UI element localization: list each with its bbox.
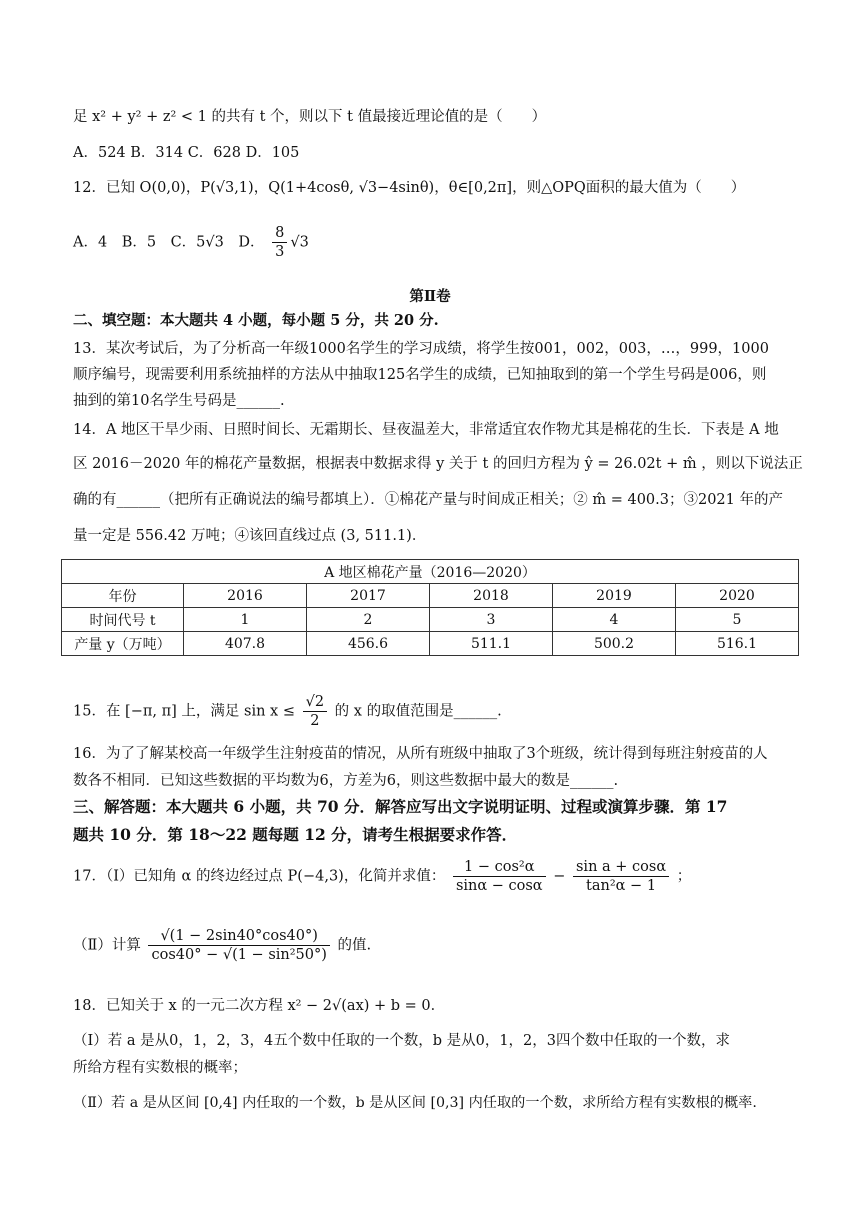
q12-option-d-fraction [272, 224, 287, 261]
q18-line2: （Ⅰ）若 a 是从0，1，2，3，4五个数中任取的一个数，b 是从0，1，2，3四个数中任取的一个数，求 [73, 1033, 731, 1049]
q17-part2-pre: （Ⅱ）计算 [73, 937, 141, 954]
q11-options: A．524 B．314 C．628 D．105 [73, 145, 300, 161]
q17-f3-num: √(1 − 2sin40°cos40°) [148, 927, 329, 946]
q14-line2: 区 2016－2020 年的棉花产量数据，根据表中数据求得 y 关于 t 的回归方程为 ŷ = 26.02t + m̂ ，则以下说法正 [73, 456, 803, 472]
t-cell: 4 [553, 608, 676, 632]
part2-title: 第Ⅱ卷 [409, 288, 451, 305]
q14-line4: 量一定是 556.42 万吨；④该回直线过点 (3, 511.1)． [73, 528, 427, 544]
q14-line3: 确的有______（把所有正确说法的编号都填上）．①棉花产量与时间成正相关；② m̂ = 400.3；③2021 年的产 [73, 492, 783, 508]
section3-line1: 三、解答题：本大题共 6 小题，共 70 分．解答应写出文字说明证明、过程或演算步骤．第 17 [73, 797, 728, 816]
q17-f2-num: sin a + cosα [573, 858, 669, 877]
q11-stem-tail: 足 x² + y² + z² < 1 的共有 t 个，则以下 t 值最接近理论值的是（ ） [73, 109, 547, 125]
t-cell: 5 [676, 608, 799, 632]
q15-frac-num: √2 [303, 693, 327, 712]
q14-line1: 14．A 地区干旱少雨、日照时间长、无霜期长、昼夜温差大，非常适宜农作物尤其是棉花的生长．下表是 A 地 [73, 422, 779, 438]
q15-post: 的 x 的取值范围是______. [334, 703, 502, 720]
table-row-t [62, 608, 799, 632]
q15-fraction [303, 693, 327, 730]
table-row-year [62, 584, 799, 608]
year-cell: 2016 [184, 584, 307, 608]
t-cell: 1 [184, 608, 307, 632]
q15-line [73, 693, 502, 730]
q18-line4: （Ⅱ）若 a 是从区间 [0,4] 内任取的一个数，b 是从区间 [0,3] 内任取的一个数，求所给方程有实数根的概率. [73, 1095, 757, 1111]
table-caption: A 地区棉花产量（2016—2020） [62, 560, 799, 584]
q17-fraction-3 [148, 927, 329, 964]
year-cell: 2017 [307, 584, 430, 608]
q17-part2-post: 的值. [337, 937, 372, 954]
table-row-y [62, 632, 799, 656]
q17-f1-num: 1 − cos²α [453, 858, 546, 877]
q12-stem: 12．已知 O(0,0)，P(√3,1)，Q(1+4cosθ, √3−4sinθ)，θ∈[0,2π]，则△OPQ面积的最大值为（ ） [73, 180, 746, 196]
t-label: 时间代号 t [62, 608, 184, 632]
q13-line3: 抽到的第10名学生号码是______. [73, 393, 285, 409]
q17-f1-den: sinα − cosα [455, 878, 543, 894]
q17-part1-post: ； [676, 868, 692, 885]
q18-line1: 18．已知关于 x 的一元二次方程 x² − 2√(ax) + b = 0． [73, 998, 446, 1014]
q12-option-d-den: 3 [275, 244, 285, 260]
q15-pre: 15．在 [−π, π] 上，满足 sin x ≤ [73, 703, 295, 720]
q17-part1-pre: 17．（Ⅰ）已知角 α 的终边经过点 P(−4,3)，化简并求值： [73, 868, 446, 885]
q12-options: A．4 B．5 C．5√3 D． [73, 234, 265, 251]
q12-option-d-root: √3 [290, 234, 309, 251]
q17-part1 [73, 858, 691, 895]
q17-part2 [73, 927, 371, 964]
year-cell: 2019 [553, 584, 676, 608]
q17-minus: − [553, 868, 566, 885]
q16-line2: 数各不相同．已知这些数据的平均数为6，方差为6，则这些数据中最大的数是______. [73, 773, 619, 789]
y-cell: 456.6 [307, 632, 430, 656]
q12-options-line [73, 224, 309, 261]
q15-frac-den: 2 [310, 713, 320, 729]
q17-f2-den: tan²α − 1 [586, 878, 657, 894]
q17-fraction-1 [453, 858, 546, 895]
year-label: 年份 [62, 584, 184, 608]
q16-line1: 16．为了了解某校高一年级学生注射疫苗的情况，从所有班级中抽取了3个班级，统计得到每班注射疫苗的人 [73, 746, 768, 762]
y-cell: 500.2 [553, 632, 676, 656]
q12-option-d-num: 8 [272, 224, 287, 243]
section2-heading: 二、填空题：本大题共 4 小题，每小题 5 分，共 20 分. [73, 312, 439, 329]
year-cell: 2018 [430, 584, 553, 608]
q17-fraction-2 [573, 858, 669, 895]
t-cell: 2 [307, 608, 430, 632]
y-cell: 511.1 [430, 632, 553, 656]
cotton-yield-table [61, 559, 799, 656]
y-label: 产量 y（万吨） [62, 632, 184, 656]
q13-line1: 13．某次考试后，为了分析高一年级1000名学生的学习成绩，将学生按001，002，003，…，999，1000 [73, 341, 769, 357]
t-cell: 3 [430, 608, 553, 632]
table-caption-row [62, 560, 799, 584]
year-cell: 2020 [676, 584, 799, 608]
y-cell: 407.8 [184, 632, 307, 656]
q13-line2: 顺序编号，现需要利用系统抽样的方法从中抽取125名学生的成绩，已知抽取到的第一个学生号码是006，则 [73, 367, 767, 383]
y-cell: 516.1 [676, 632, 799, 656]
section3-line2: 题共 10 分．第 18～22 题每题 12 分，请考生根据要求作答． [73, 825, 518, 844]
q17-f3-den: cos40° − √(1 − sin²50°) [151, 947, 327, 963]
q18-line3: 所给方程有实数根的概率； [73, 1060, 247, 1076]
